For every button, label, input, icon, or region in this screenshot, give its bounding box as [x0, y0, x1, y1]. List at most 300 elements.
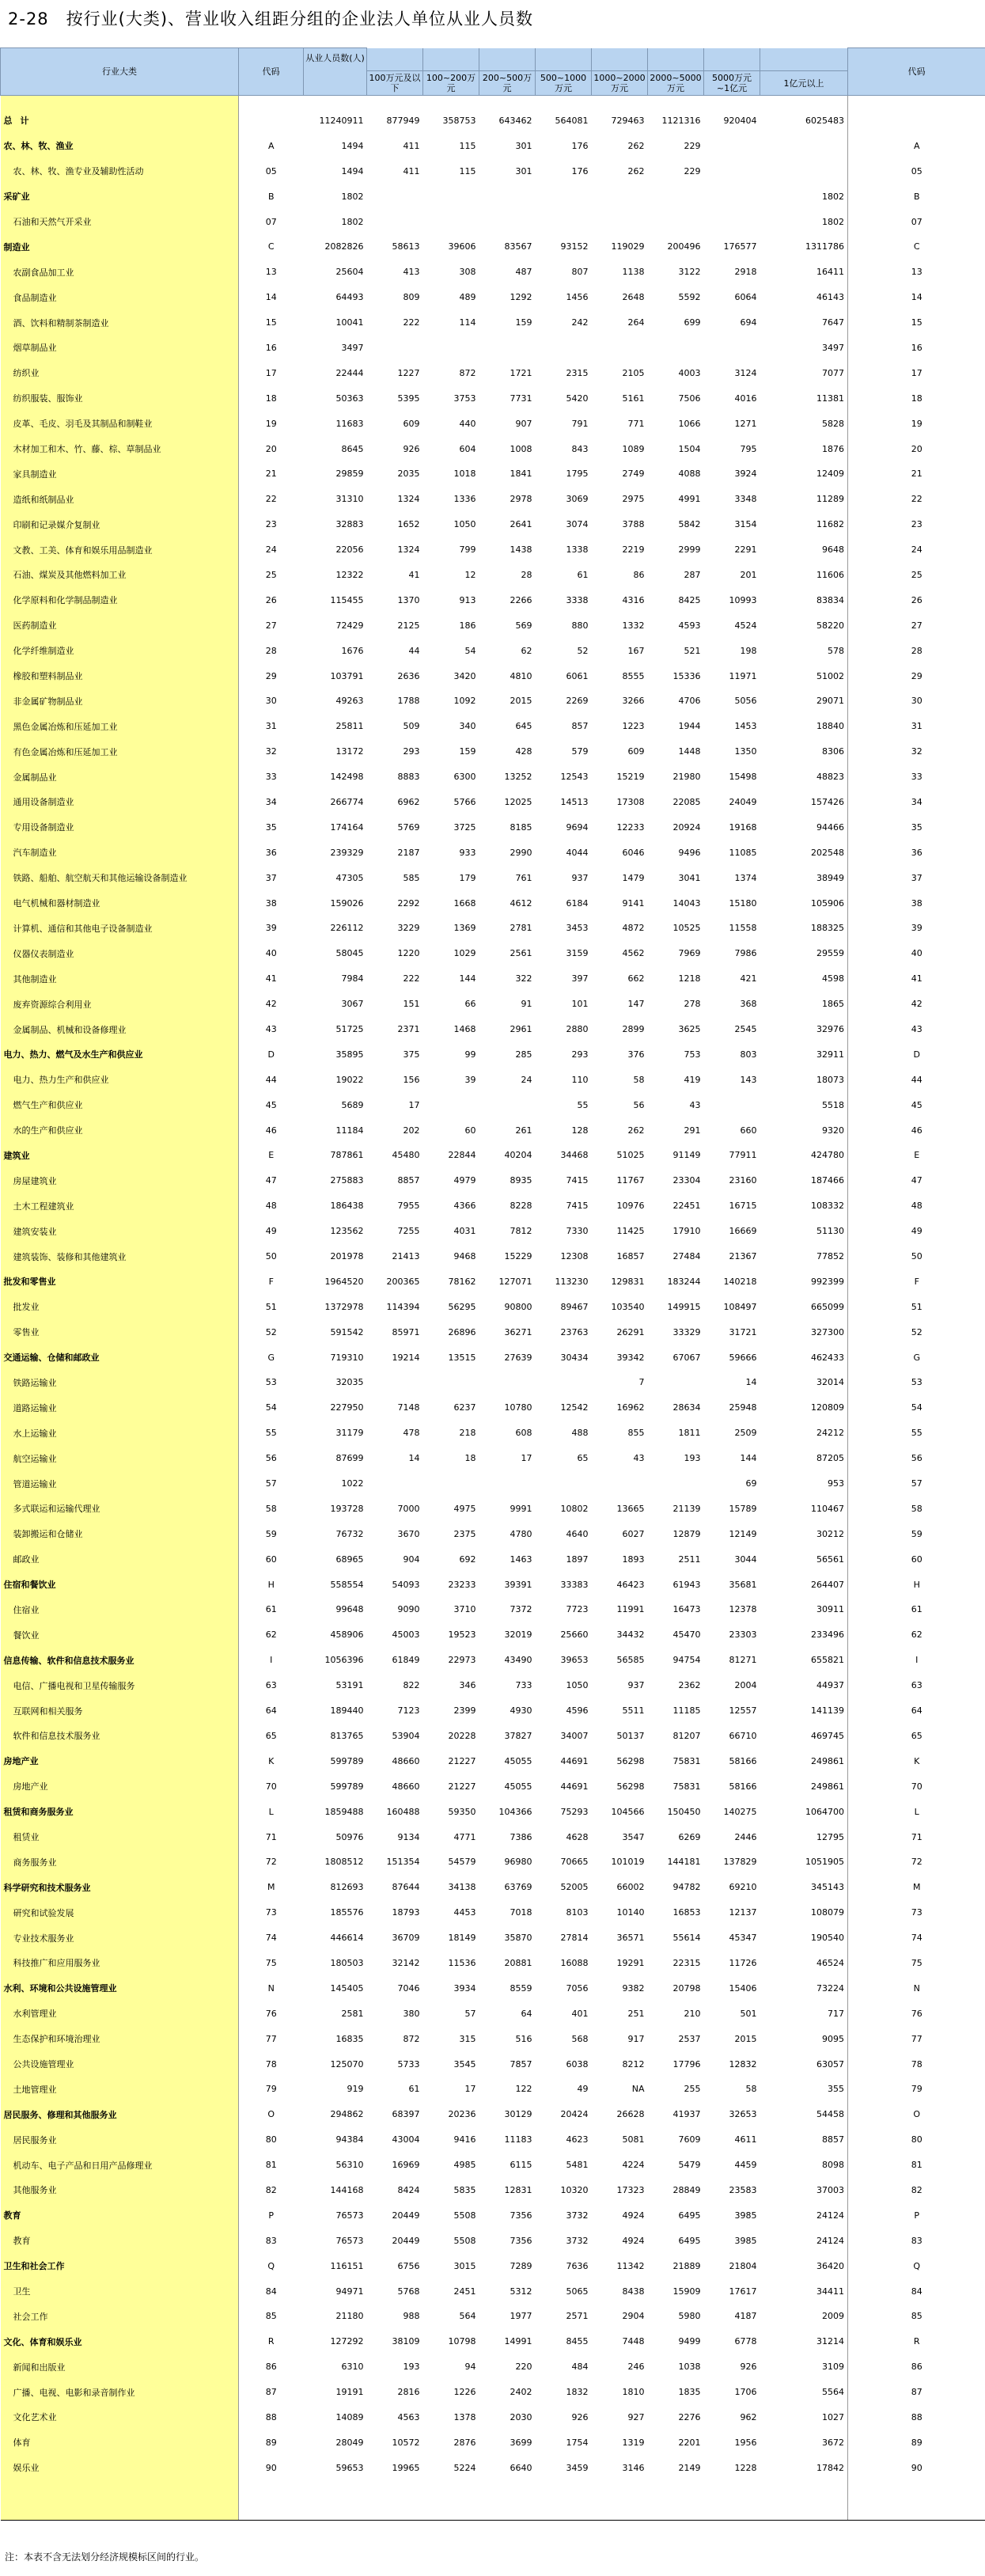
value-cell: 812693	[330, 1882, 364, 1893]
value-cell	[536, 1370, 592, 1395]
table-row	[1, 689, 985, 714]
value-cell: 920404	[723, 115, 757, 126]
value-cell: 13172	[335, 746, 364, 757]
table-row	[1, 260, 985, 285]
code-cell: 35	[265, 821, 277, 833]
code-cell: 89	[265, 2437, 277, 2448]
value-cell: 1066	[678, 418, 701, 429]
value-cell: 11536	[448, 1957, 476, 1968]
value-cell: 655821	[811, 1655, 844, 1666]
code-cell: 70	[265, 1781, 277, 1792]
industry-cell: 通用设备制造业	[1, 790, 239, 815]
value-cell: 21413	[392, 1251, 420, 1262]
value-cell: 61	[577, 569, 589, 580]
value-cell: 156	[403, 1074, 420, 1085]
value-cell: 5065	[566, 2286, 589, 2297]
value-cell: 64	[521, 2008, 532, 2019]
value-cell: 1324	[397, 494, 420, 505]
code-cell: 79	[265, 2084, 277, 2095]
value-cell: 50976	[335, 1831, 364, 1842]
value-cell: 4612	[510, 897, 532, 909]
value-cell: 9090	[397, 1604, 420, 1615]
value-cell: 9416	[453, 2134, 476, 2145]
value-cell: 7647	[822, 317, 844, 328]
value-cell: 4979	[453, 1175, 476, 1186]
value-cell: 142498	[330, 772, 364, 783]
value-cell: 239329	[330, 847, 364, 858]
code-cell: D	[267, 1049, 275, 1060]
header-band: 100万元及以下	[367, 71, 423, 96]
value-cell: 7986	[734, 948, 757, 959]
industry-cell: 金属制品业	[1, 764, 239, 790]
table-row	[1, 411, 985, 436]
value-cell: 5479	[678, 2160, 701, 2171]
value-cell	[592, 336, 648, 361]
value-cell: 35895	[335, 1049, 364, 1060]
value-cell: 56561	[816, 1554, 844, 1565]
value-cell: 61943	[672, 1579, 701, 1590]
table-row	[1, 1370, 985, 1395]
value-cell: 4611	[734, 2134, 757, 2145]
value-cell: 37827	[504, 1730, 532, 1741]
value-cell: 11682	[816, 519, 844, 530]
value-cell: 3122	[678, 267, 701, 278]
table-row	[1, 638, 985, 663]
value-cell: 261	[515, 1125, 532, 1136]
industry-cell: 专业技术服务业	[1, 1925, 239, 1951]
value-cell: 94754	[672, 1655, 701, 1666]
value-cell: 16857	[616, 1251, 645, 1262]
value-cell: 38949	[816, 872, 844, 883]
value-cell: 1859488	[324, 1806, 364, 1817]
code-right-cell: 77	[848, 2026, 985, 2051]
value-cell: 843	[571, 443, 589, 454]
value-cell: 564	[459, 2311, 476, 2322]
value-cell: 2125	[397, 620, 420, 631]
table-row	[1, 2354, 985, 2380]
value-cell: 23160	[729, 1175, 757, 1186]
value-cell: 877949	[386, 115, 420, 126]
value-cell: 17	[521, 1453, 532, 1464]
value-cell: 20228	[448, 1730, 476, 1741]
data-table	[0, 47, 985, 2521]
table-row	[1, 2304, 985, 2329]
value-cell: 791	[571, 418, 589, 429]
value-cell: 108497	[723, 1301, 757, 1312]
value-cell: 2015	[734, 2033, 757, 2044]
value-cell: 58	[633, 1074, 645, 1085]
value-cell: 12543	[560, 772, 589, 783]
value-cell: 10802	[560, 1503, 589, 1514]
table-row	[1, 1724, 985, 1749]
code-cell: G	[267, 1352, 275, 1363]
table-row	[1, 1219, 985, 1244]
value-cell: 4593	[678, 620, 701, 631]
code-cell: 58	[265, 1503, 277, 1514]
value-cell: 52005	[560, 1882, 589, 1893]
code-right-cell: 21	[848, 461, 985, 487]
value-cell: 210	[684, 2008, 701, 2019]
code-cell: 80	[265, 2134, 277, 2145]
value-cell: 125070	[330, 2058, 364, 2070]
code-cell: P	[268, 2210, 275, 2221]
value-cell: 293	[403, 746, 420, 757]
section-row	[1, 184, 985, 209]
value-cell: 16473	[672, 1604, 701, 1615]
code-right-cell: 73	[848, 1900, 985, 1925]
code-right-cell: 28	[848, 638, 985, 663]
value-cell: 3124	[734, 367, 757, 378]
table-row	[1, 1698, 985, 1724]
table-row	[1, 2153, 985, 2178]
value-cell: 3459	[566, 2462, 589, 2473]
value-cell: 1008	[510, 443, 532, 454]
value-cell: 18149	[448, 1933, 476, 1944]
code-right-cell: D	[848, 1041, 985, 1067]
value-cell: 127292	[330, 2336, 364, 2347]
value-cell: 3672	[822, 2437, 844, 2448]
value-cell: 11971	[729, 670, 757, 681]
value-cell: 4459	[734, 2160, 757, 2171]
value-cell: 229	[684, 165, 701, 176]
value-cell: 5769	[397, 821, 420, 833]
value-cell: 4453	[453, 1907, 476, 1918]
value-cell: 2105	[622, 367, 645, 378]
value-cell: 31179	[335, 1428, 364, 1439]
industry-cell: 其他制造业	[1, 966, 239, 992]
value-cell: 18840	[816, 721, 844, 732]
value-cell: 2581	[341, 2008, 364, 2019]
value-cell: 7415	[566, 1175, 589, 1186]
table-row	[1, 537, 985, 563]
industry-cell: 卫生	[1, 2278, 239, 2304]
value-cell: 1832	[566, 2387, 589, 2398]
value-cell: 5733	[397, 2058, 420, 2070]
code-right-cell: 86	[848, 2354, 985, 2380]
code-cell: 71	[265, 1831, 277, 1842]
industry-cell: 废弃资源综合利用业	[1, 992, 239, 1017]
value-cell: 927	[627, 2411, 645, 2422]
table-row	[1, 1951, 985, 1976]
code-right-cell: 16	[848, 336, 985, 361]
value-cell: 937	[627, 1680, 645, 1691]
code-right-cell: 27	[848, 613, 985, 638]
value-cell: 1721	[510, 367, 532, 378]
value-cell: 15219	[616, 772, 645, 783]
industry-cell: 非金属矿物制品业	[1, 689, 239, 714]
table-row	[1, 2380, 985, 2405]
code-right-cell: 25	[848, 563, 985, 588]
industry-cell: 建筑业	[1, 1143, 239, 1168]
industry-cell: 纺织服装、服饰业	[1, 385, 239, 411]
value-cell: 8098	[822, 2160, 844, 2171]
value-cell: 251	[627, 2008, 645, 2019]
code-cell: 78	[265, 2058, 277, 2070]
value-cell: 151	[403, 999, 420, 1010]
value-cell	[760, 158, 848, 184]
value-cell: 2511	[678, 1554, 701, 1565]
value-cell: 469745	[811, 1730, 844, 1741]
code-cell: 18	[265, 393, 277, 404]
value-cell: 16962	[616, 1402, 645, 1413]
value-cell: 11185	[672, 1705, 701, 1717]
value-cell: 1788	[397, 696, 420, 707]
industry-cell: 管道运输业	[1, 1471, 239, 1497]
code-right-cell: 75	[848, 1951, 985, 1976]
value-cell: 58045	[335, 948, 364, 959]
industry-cell: 交通运输、仓储和邮政业	[1, 1345, 239, 1370]
value-cell: 12137	[729, 1907, 757, 1918]
value-cell: 6495	[678, 2210, 701, 2221]
value-cell: 322	[515, 973, 532, 984]
code-cell: R	[267, 2336, 275, 2347]
value-cell: 6495	[678, 2235, 701, 2246]
industry-cell: 木材加工和木、竹、藤、棕、草制品业	[1, 436, 239, 461]
value-cell: 12	[464, 569, 476, 580]
value-cell: 9468	[453, 1251, 476, 1262]
code-right-cell: 15	[848, 310, 985, 336]
value-cell: 101	[571, 999, 589, 1010]
value-cell: 7969	[678, 948, 701, 959]
value-cell: 1121316	[661, 115, 701, 126]
value-cell: 7	[638, 1377, 645, 1388]
value-cell: 16853	[672, 1907, 701, 1918]
value-cell: 30129	[504, 2109, 532, 2120]
code-right-cell: 35	[848, 814, 985, 840]
value-cell: 521	[684, 645, 701, 656]
page-title: 2-28 按行业(大类)、营业收入组距分组的企业法人单位从业人员数	[8, 9, 534, 28]
value-cell: 645	[515, 721, 532, 732]
value-cell: 14089	[335, 2411, 364, 2422]
code-right-cell: 38	[848, 890, 985, 916]
value-cell	[704, 209, 760, 234]
value-cell: 34411	[816, 2286, 844, 2297]
code-right-cell: Q	[848, 2253, 985, 2278]
value-cell: 21139	[672, 1503, 701, 1514]
value-cell: 85971	[392, 1326, 420, 1337]
industry-cell: 水的生产和供应业	[1, 1117, 239, 1143]
value-cell: 39	[464, 1074, 476, 1085]
value-cell: 9496	[678, 847, 701, 858]
table-row	[1, 2455, 985, 2480]
value-cell: 218	[459, 1428, 476, 1439]
value-cell: 1494	[341, 165, 364, 176]
value-cell: 7812	[510, 1226, 532, 1237]
value-cell: 13665	[616, 1503, 645, 1514]
value-cell: 1897	[566, 1554, 589, 1565]
code-right-cell: 34	[848, 790, 985, 815]
value-cell: 5312	[510, 2286, 532, 2297]
value-cell: 4598	[822, 973, 844, 984]
value-cell: 585	[403, 872, 420, 883]
value-cell: 34007	[560, 1730, 589, 1741]
value-cell: 2269	[566, 696, 589, 707]
value-cell: 66710	[729, 1730, 757, 1741]
value-cell: 1029	[453, 948, 476, 959]
value-cell: 91149	[672, 1150, 701, 1161]
value-cell: 4975	[453, 1503, 476, 1514]
value-cell: 7857	[510, 2058, 532, 2070]
value-cell: 64493	[335, 292, 364, 303]
value-cell: 83834	[816, 594, 844, 605]
value-cell: 275883	[330, 1175, 364, 1186]
value-cell: 2978	[510, 494, 532, 505]
industry-cell: 铁路、船舶、航空航天和其他运输设备制造业	[1, 865, 239, 890]
value-cell: 4224	[622, 2160, 645, 2171]
value-cell: 108332	[811, 1201, 844, 1212]
value-cell: 39606	[448, 241, 476, 252]
value-cell: 3348	[734, 494, 757, 505]
value-cell: 3229	[397, 923, 420, 934]
value-cell: 159	[459, 746, 476, 757]
value-cell: 346	[459, 1680, 476, 1691]
value-cell: 2648	[622, 292, 645, 303]
value-cell: 375	[403, 1049, 420, 1060]
value-cell: 1438	[510, 544, 532, 556]
value-cell: 96980	[504, 1857, 532, 1868]
value-cell: 18793	[392, 1907, 420, 1918]
spacer-row	[1, 2480, 985, 2520]
value-cell: 488	[571, 1428, 589, 1439]
value-cell: 21889	[672, 2260, 701, 2271]
value-cell: 34432	[616, 1629, 645, 1641]
value-cell: 2266	[510, 594, 532, 605]
value-cell: 141139	[811, 1705, 844, 1717]
value-cell: 12409	[816, 469, 844, 480]
code-right-cell: 47	[848, 1168, 985, 1193]
value-cell: 3497	[341, 342, 364, 353]
table-row	[1, 890, 985, 916]
code-cell: 61	[265, 1604, 277, 1615]
value-cell: 3044	[734, 1554, 757, 1565]
code-right-cell: 33	[848, 764, 985, 790]
industry-cell: 科技推广和应用服务业	[1, 1951, 239, 1976]
header-total: 从业人员数(人)	[304, 48, 367, 96]
table-row	[1, 1824, 985, 1849]
value-cell	[479, 1092, 536, 1117]
value-cell: 185576	[330, 1907, 364, 1918]
value-cell: 2015	[510, 696, 532, 707]
value-cell	[479, 1370, 536, 1395]
value-cell: 22444	[335, 367, 364, 378]
code-cell: 72	[265, 1857, 277, 1868]
industry-cell: 水利、环境和公共设施管理业	[1, 1975, 239, 2001]
code-right-cell: A	[848, 133, 985, 158]
table-row	[1, 739, 985, 764]
header-band: 100~200万元	[423, 71, 479, 96]
value-cell: 7723	[566, 1604, 589, 1615]
value-cell: 564081	[555, 115, 589, 126]
value-cell: 327300	[811, 1326, 844, 1337]
value-cell: 1448	[678, 746, 701, 757]
section-row	[1, 2202, 985, 2228]
value-cell: 1865	[822, 999, 844, 1010]
value-cell: 953	[828, 1478, 844, 1489]
value-cell: 8228	[510, 1201, 532, 1212]
code-cell: 65	[265, 1730, 277, 1741]
value-cell: 63057	[816, 2058, 844, 2070]
code-cell: B	[267, 191, 275, 202]
value-cell: 345143	[811, 1882, 844, 1893]
value-cell: 47305	[335, 872, 364, 883]
value-cell: 12557	[729, 1705, 757, 1717]
value-cell	[704, 133, 760, 158]
value-cell: 5564	[822, 2387, 844, 2398]
value-cell: 58613	[392, 241, 420, 252]
value-cell: 105906	[811, 897, 844, 909]
table-row	[1, 512, 985, 537]
code-cell: 28	[265, 645, 277, 656]
value-cell: 30911	[816, 1604, 844, 1615]
value-cell: 20881	[504, 1957, 532, 1968]
value-cell: 1841	[510, 469, 532, 480]
code-right-cell: 81	[848, 2153, 985, 2178]
value-cell: 5508	[453, 2235, 476, 2246]
value-cell: 1051905	[805, 1857, 844, 1868]
value-cell: 66002	[616, 1882, 645, 1893]
value-cell: 1336	[453, 494, 476, 505]
value-cell: 604	[459, 443, 476, 454]
value-cell: 1956	[734, 2437, 757, 2448]
value-cell: 8185	[510, 821, 532, 833]
value-cell: 58166	[729, 1781, 757, 1792]
code-right-cell: 41	[848, 966, 985, 992]
value-cell: 3625	[678, 1024, 701, 1034]
value-cell: 4780	[510, 1528, 532, 1539]
value-cell: 2004	[734, 1680, 757, 1691]
value-cell: 4031	[453, 1226, 476, 1237]
code-cell: 24	[265, 544, 277, 556]
table-row	[1, 2026, 985, 2051]
value-cell: 5161	[622, 393, 645, 404]
industry-cell: 烟草制品业	[1, 336, 239, 361]
value-cell: 1456	[566, 292, 589, 303]
value-cell: 9095	[822, 2033, 844, 2044]
table-row	[1, 587, 985, 613]
table-row	[1, 209, 985, 234]
value-cell: 137829	[723, 1857, 757, 1868]
value-cell: 962	[740, 2411, 757, 2422]
value-cell: 5081	[622, 2134, 645, 2145]
value-cell: 10572	[392, 2437, 420, 2448]
table-row	[1, 613, 985, 638]
value-cell: 7046	[397, 1982, 420, 1994]
code-cell: 26	[265, 594, 277, 605]
table-row	[1, 1092, 985, 1117]
value-cell: 45055	[504, 1755, 532, 1766]
code-cell: 83	[265, 2235, 277, 2246]
code-cell: 73	[265, 1907, 277, 1918]
value-cell: 22844	[448, 1150, 476, 1161]
value-cell: 94	[464, 2362, 476, 2373]
value-cell: 2749	[622, 469, 645, 480]
value-cell: 857	[571, 721, 589, 732]
value-cell: 822	[403, 1680, 420, 1691]
code-right-cell: 64	[848, 1698, 985, 1724]
code-cell: O	[267, 2109, 275, 2120]
value-cell: 4924	[622, 2210, 645, 2221]
value-cell: 201	[740, 569, 757, 580]
value-cell: 32014	[816, 1377, 844, 1388]
value-cell: 12025	[504, 796, 532, 807]
code-right-cell: L	[848, 1799, 985, 1824]
value-cell: 39391	[504, 1579, 532, 1590]
industry-cell: 居民服务业	[1, 2127, 239, 2153]
industry-cell: 石油和天然气开采业	[1, 209, 239, 234]
value-cell: 94466	[816, 821, 844, 833]
value-cell: 9648	[822, 544, 844, 556]
value-cell: 1652	[397, 519, 420, 530]
